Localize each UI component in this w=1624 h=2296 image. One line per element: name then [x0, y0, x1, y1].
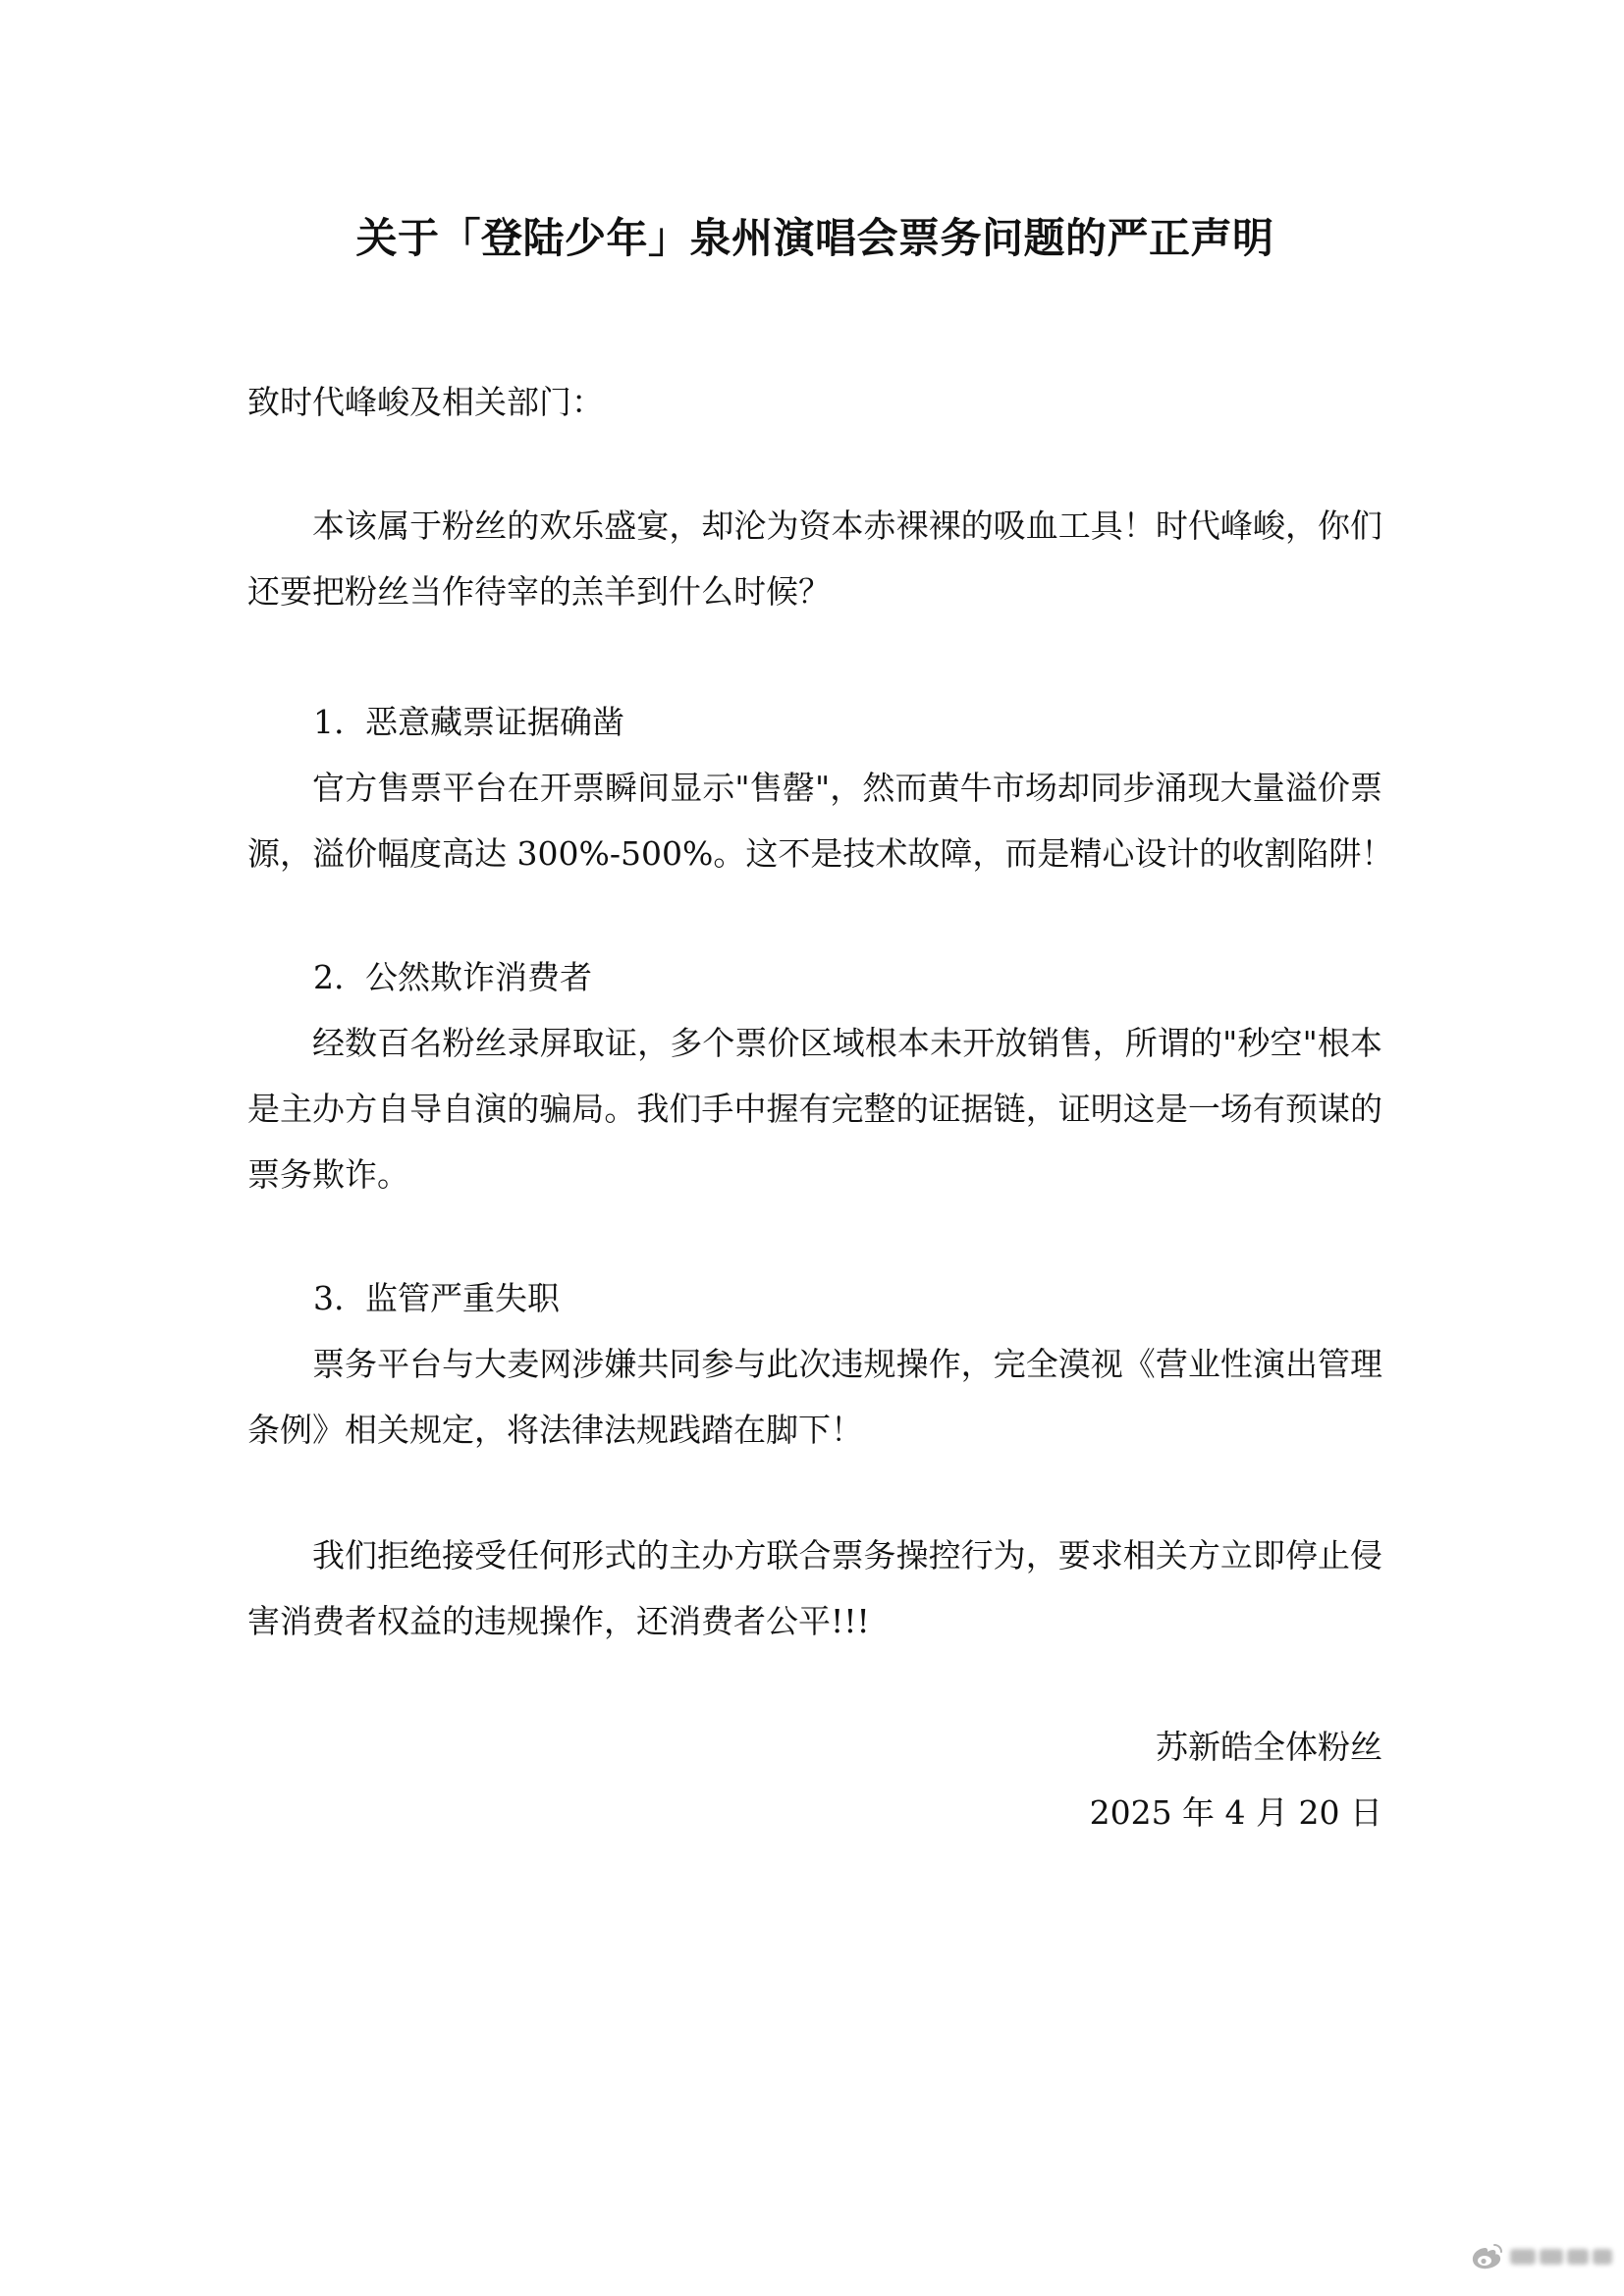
salutation-text: 致时代峰峻及相关部门：	[247, 383, 604, 421]
paragraph-line: 官方售票平台在开票瞬间显示"售罄"，然而黄牛市场却同步涌现大量溢价票	[312, 769, 1382, 807]
paragraph-line: 还要把粉丝当作待宰的羔羊到什么时候？	[247, 572, 831, 611]
section-heading	[247, 944, 1382, 1010]
signature: 苏新皓全体粉丝	[1156, 1728, 1382, 1766]
document-title: 关于「登陆少年」泉州演唱会票务问题的严正声明	[355, 214, 1274, 262]
watermark	[1471, 2240, 1614, 2273]
paragraph-line: 是主办方自导自演的骗局。我们手中握有完整的证据链，证明这是一场有预谋的	[247, 1090, 1382, 1128]
section-2	[247, 944, 1382, 1207]
intro-paragraph	[247, 493, 1382, 624]
section-heading-text: 公然欺诈消费者	[365, 958, 592, 996]
section-heading-text: 监管严重失职	[365, 1279, 560, 1317]
watermark-text-blur	[1593, 2249, 1612, 2265]
paragraph-line: 票务欺诈。	[247, 1155, 409, 1194]
paragraph-line: 害消费者权益的违规操作，还消费者公平!!!	[247, 1602, 870, 1640]
paragraph-line: 我们拒绝接受任何形式的主办方联合票务操控行为，要求相关方立即停止侵	[312, 1536, 1382, 1575]
closing-paragraph	[247, 1522, 1382, 1654]
salutation	[247, 369, 1382, 435]
paragraph-line: 条例》相关规定，将法律法规践踏在脚下！	[247, 1411, 863, 1449]
section-number: 1.	[313, 703, 345, 741]
paragraph-line: 票务平台与大麦网涉嫌共同参与此次违规操作，完全漠视《营业性演出管理	[312, 1345, 1382, 1383]
date: 2025 年 4 月 20 日	[1089, 1793, 1382, 1832]
section-number: 3.	[313, 1279, 345, 1317]
watermark-text-blur	[1510, 2249, 1536, 2265]
document-content	[247, 0, 1394, 2296]
section-1	[247, 689, 1394, 886]
section-heading	[247, 689, 1382, 755]
section-heading-text: 恶意藏票证据确凿	[365, 703, 624, 741]
paragraph-line: 本该属于粉丝的欢乐盛宴，却沦为资本赤裸裸的吸血工具！时代峰峻，你们	[312, 507, 1382, 545]
paragraph-line: 源，溢价幅度高达 300%-500%。这不是技术故障，而是精心设计的收割陷阱！	[247, 834, 1394, 873]
section-heading	[247, 1265, 1382, 1331]
signoff	[247, 1714, 1382, 1845]
section-3	[247, 1265, 1382, 1463]
watermark-text-blur	[1567, 2249, 1589, 2265]
weibo-logo-icon	[1471, 2242, 1504, 2271]
watermark-text-blur	[1540, 2249, 1563, 2265]
section-number: 2.	[313, 958, 345, 996]
paragraph-line: 经数百名粉丝录屏取证，多个票价区域根本未开放销售，所谓的"秒空"根本	[312, 1024, 1382, 1062]
